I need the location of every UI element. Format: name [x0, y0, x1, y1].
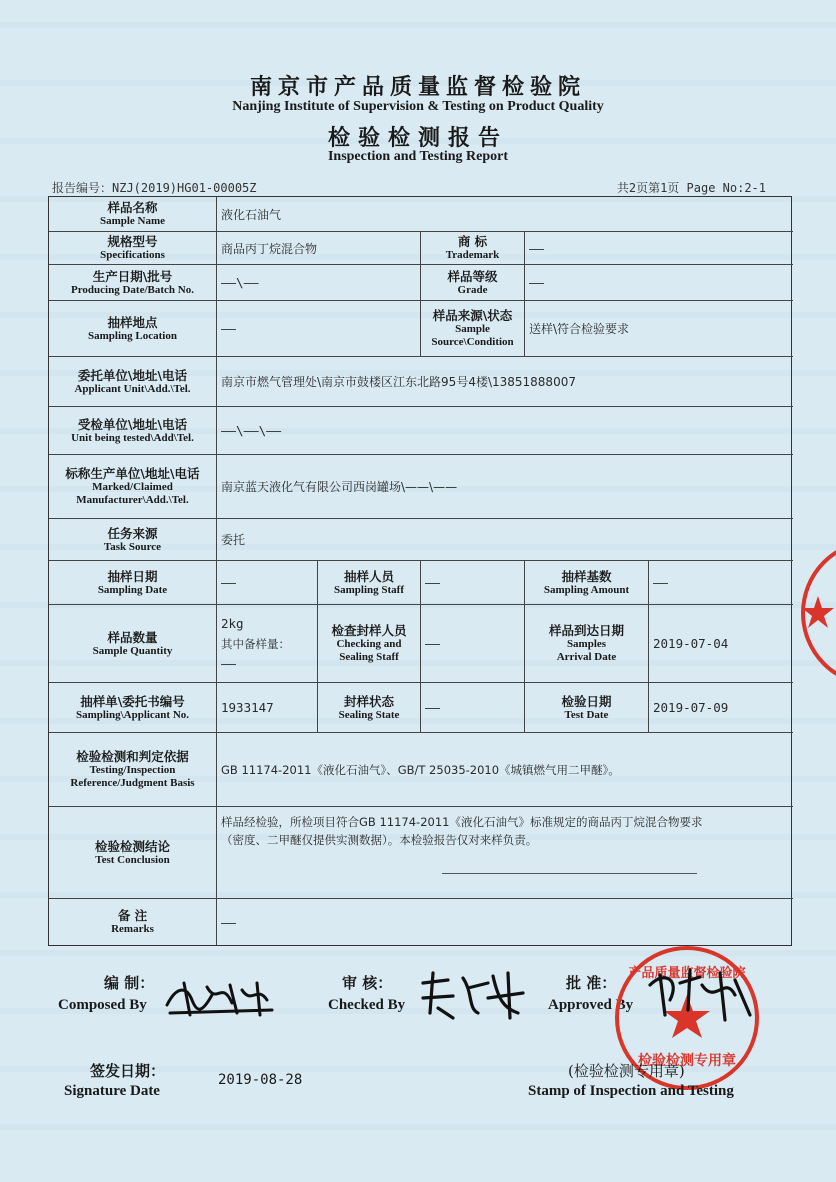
label-sample-source: 样品来源\状态 Sample Source\Condition	[421, 301, 525, 357]
approved-label-en: Approved By	[548, 997, 634, 1013]
value-task-source: 委托	[217, 519, 793, 561]
value-arrival-date: 2019-07-04	[649, 605, 793, 683]
label-conclusion: 检验检测结论 Test Conclusion	[49, 807, 217, 899]
label-applicant-no: 抽样单\委托书编号 Sampling\Applicant No.	[49, 683, 217, 733]
label-sample-name: 样品名称 Sample Name	[49, 197, 217, 232]
label-sealing-state: 封样状态 Sealing State	[318, 683, 421, 733]
label-sampling-staff: 抽样人员 Sampling Staff	[318, 561, 421, 605]
signature-date-label-en: Signature Date	[64, 1083, 160, 1099]
label-trademark: 商 标 Trademark	[421, 232, 525, 265]
value-sealing-state: ——	[421, 683, 525, 733]
value-applicant-no: 1933147	[217, 683, 318, 733]
value-sealing-staff: ——	[421, 605, 525, 683]
value-unit-tested: ——\——\——	[217, 407, 793, 455]
label-task-source: 任务来源 Task Source	[49, 519, 217, 561]
value-sample-quantity: 2kg 其中备样量： ——	[217, 605, 318, 683]
label-sample-quantity: 样品数量 Sample Quantity	[49, 605, 217, 683]
value-sample-name: 液化石油气	[217, 197, 793, 232]
composer-signature	[162, 975, 282, 1020]
label-manufacturer: 标称生产单位\地址\电话 Marked/Claimed Manufacturer\Add.\Tel.	[49, 455, 217, 519]
value-conclusion: 样品经检验，所检项目符合GB 11174-2011《液化石油气》标准规定的商品丙丁烷混合物要求 （密度、二甲醚仅提供实测数据）。本检验报告仅对来样负责。	[217, 807, 793, 899]
label-sampling-amount: 抽样基数 Sampling Amount	[525, 561, 649, 605]
signature-date-label-zh: 签发日期：	[90, 1062, 166, 1080]
composed-label-en: Composed By	[58, 997, 147, 1013]
label-unit-tested: 受检单位\地址\电话 Unit being tested\Add\Tel.	[49, 407, 217, 455]
svg-text:检验检测专用章: 检验检测专用章	[638, 1053, 736, 1069]
label-specifications: 规格型号 Specifications	[49, 232, 217, 265]
composed-label-zh: 编 制：	[104, 974, 155, 992]
label-producing-date: 生产日期\批号 Producing Date/Batch No.	[49, 265, 217, 301]
value-trademark: ——	[525, 232, 793, 265]
value-sampling-date: ——	[217, 561, 318, 605]
svg-text:产品质量监督检验院: 产品质量监督检验院	[628, 966, 746, 981]
value-specifications: 商品丙丁烷混合物	[217, 232, 421, 265]
report-title-en: Inspection and Testing Report	[327, 149, 509, 164]
stamp-label-en: Stamp of Inspection and Testing	[528, 1083, 734, 1099]
signature-date-value: 2019-08-28	[218, 1072, 303, 1088]
report-title-zh: 检验检测报告	[327, 125, 508, 151]
value-basis: GB 11174-2011《液化石油气》、GB/T 25035-2010《城镇燃气用二甲醚》。	[217, 733, 793, 807]
value-grade: ——	[525, 265, 793, 301]
value-remarks: ——	[221, 914, 237, 930]
value-producing-date: ——\——	[217, 265, 421, 301]
approved-label-zh: 批 准：	[566, 974, 617, 992]
approver-signature	[640, 965, 760, 1025]
conclusion-divider	[442, 873, 697, 874]
institute-title-zh: 南京市产品质量监督检验院	[249, 74, 586, 100]
label-applicant: 委托单位\地址\电话 Applicant Unit\Add.\Tel.	[49, 357, 217, 407]
institute-title-en: Nanjing Institute of Supervision & Testing on Product Quality	[232, 99, 604, 114]
value-sampling-amount: ——	[649, 561, 793, 605]
value-sampling-staff: ——	[421, 561, 525, 605]
value-test-date: 2019-07-09	[649, 683, 793, 733]
label-sealing-staff: 检查封样人员 Checking and Sealing Staff	[318, 605, 421, 683]
label-grade: 样品等级 Grade	[421, 265, 525, 301]
report-number: 报告编号：NZJ(2019)HG01-00005Z	[52, 181, 257, 195]
stamp-label-zh: (检验检测专用章)	[568, 1062, 685, 1080]
label-arrival-date: 样品到达日期 Samples Arrival Date	[525, 605, 649, 683]
checked-label-zh: 审 核：	[342, 974, 393, 992]
edge-stamp	[790, 528, 836, 698]
label-sampling-location: 抽样地点 Sampling Location	[49, 301, 217, 357]
value-manufacturer: 南京蓝天液化气有限公司西岗罐场\——\——	[217, 455, 793, 519]
report-table	[48, 196, 792, 946]
label-remarks: 备 注 Remarks	[49, 899, 217, 945]
value-sampling-location: ——	[217, 301, 421, 357]
value-applicant: 南京市燃气管理处\南京市鼓楼区江东北路95号4楼\13851888007	[217, 357, 793, 407]
value-sample-source: 送样\符合检验要求	[525, 301, 793, 357]
label-basis: 检验检测和判定依据 Testing/Inspection Reference/Judgment Basis	[49, 733, 217, 807]
checked-label-en: Checked By	[328, 997, 406, 1013]
label-sampling-date: 抽样日期 Sampling Date	[49, 561, 217, 605]
checker-signature	[418, 968, 528, 1023]
page-info: 共2页第1页 Page No:2-1	[616, 181, 766, 195]
label-test-date: 检验日期 Test Date	[525, 683, 649, 733]
